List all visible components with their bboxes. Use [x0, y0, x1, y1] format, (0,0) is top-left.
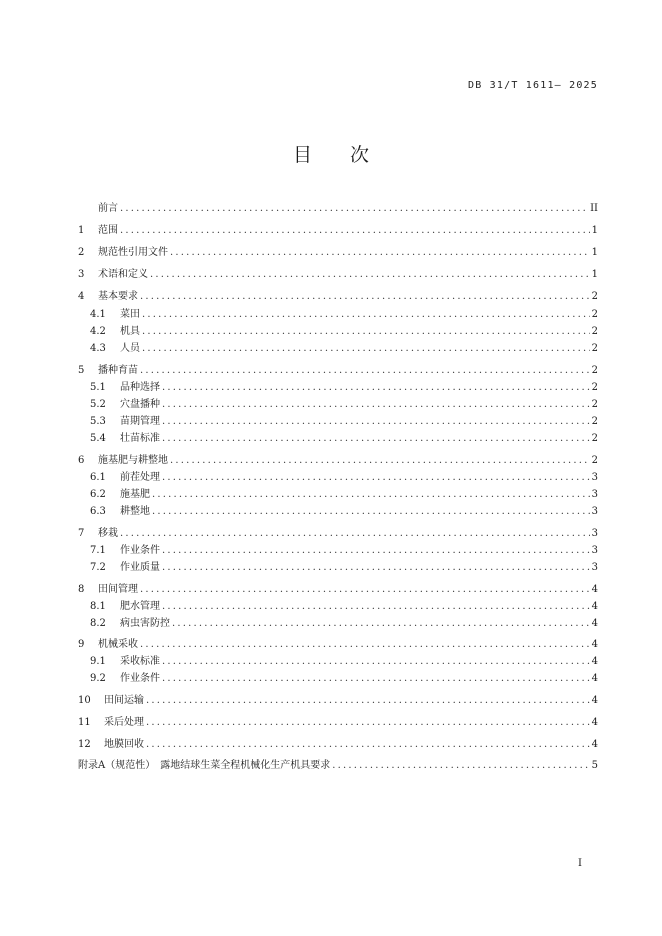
- toc-entry[interactable]: [78, 429, 598, 445]
- toc-entry[interactable]: [78, 614, 598, 630]
- toc-entry-label: 菜田: [120, 309, 140, 320]
- toc-entry-label: 耕整地: [120, 506, 150, 517]
- toc-entry-label: 移栽: [98, 528, 118, 539]
- toc-entry[interactable]: [78, 378, 598, 394]
- toc-entry-number: 7.1: [90, 545, 106, 556]
- toc-entry-page: 4: [591, 673, 598, 684]
- toc-entry-number: 12: [78, 739, 91, 750]
- toc-leader-dots: [120, 225, 590, 236]
- toc-leader-dots: [170, 247, 590, 258]
- toc-entry-label: 施基肥与耕整地: [98, 455, 168, 466]
- toc-leader-dots: [162, 433, 590, 444]
- toc-entry-page: 2: [591, 433, 598, 444]
- toc-entry-label: 病虫害防控: [120, 618, 170, 629]
- toc-entry[interactable]: [78, 635, 598, 651]
- toc-entry[interactable]: [78, 451, 598, 467]
- toc-leader-dots: [120, 528, 590, 539]
- toc-entry-number: 7.2: [90, 562, 106, 573]
- toc-entry-label: 附录A（规范性） 露地结球生菜全程机械化生产机具要求: [78, 760, 331, 771]
- toc-leader-dots: [140, 291, 590, 302]
- toc-entry-label: 穴盘播种: [120, 399, 160, 410]
- toc-entry-label: 采收标准: [120, 656, 160, 667]
- toc-entry-number: 1: [78, 225, 85, 236]
- toc-entry-page: II: [590, 203, 598, 214]
- toc-entry-page: 3: [591, 489, 598, 500]
- toc-entry-label: 作业质量: [120, 562, 160, 573]
- toc-entry[interactable]: [78, 735, 598, 751]
- toc-entry-number: 5.3: [90, 416, 106, 427]
- toc-entry[interactable]: [78, 339, 598, 355]
- toc-entry[interactable]: [78, 541, 598, 557]
- toc-entry[interactable]: [78, 669, 598, 685]
- toc-entry-label: 规范性引用文件: [98, 247, 168, 258]
- toc-leader-dots: [162, 399, 590, 410]
- toc-entry-page: 4: [591, 739, 598, 750]
- toc-entry-page: 3: [591, 472, 598, 483]
- toc-entry[interactable]: [78, 221, 598, 237]
- toc-leader-dots: [162, 656, 590, 667]
- toc-entry[interactable]: [78, 502, 598, 518]
- toc-leader-dots: [332, 760, 589, 771]
- toc-entry-number: 9: [78, 639, 85, 650]
- toc-entry-number: 10: [78, 695, 91, 706]
- toc-entry-page: 2: [591, 291, 598, 302]
- toc-entry-page: 1: [591, 225, 598, 236]
- toc-entry-page: 4: [591, 656, 598, 667]
- toc-entry-number: 4.3: [90, 343, 106, 354]
- toc-leader-dots: [170, 455, 590, 466]
- toc-entry-page: 4: [591, 717, 598, 728]
- toc-entry-number: 4.1: [90, 309, 106, 320]
- toc-entry-label: 基本要求: [98, 291, 138, 302]
- toc-entry-number: 2: [78, 247, 85, 258]
- toc-leader-dots: [172, 618, 590, 629]
- toc-entry-number: 8.1: [90, 601, 106, 612]
- toc-entry-page: 3: [591, 528, 598, 539]
- toc-entry[interactable]: [78, 468, 598, 484]
- toc-entry[interactable]: [78, 395, 598, 411]
- toc-entry-page: 1: [591, 247, 598, 258]
- toc-leader-dots: [162, 382, 590, 393]
- toc-entry-label: 壮苗标准: [120, 433, 160, 444]
- toc-entry-label: 田间管理: [98, 584, 138, 595]
- toc-entry-number: 9.2: [90, 673, 106, 684]
- toc-entry[interactable]: [78, 597, 598, 613]
- toc-leader-dots: [152, 489, 590, 500]
- toc-leader-dots: [150, 269, 590, 280]
- toc-entry-label: 播种育苗: [98, 365, 138, 376]
- toc-entry-label: 作业条件: [120, 545, 160, 556]
- toc-leader-dots: [162, 673, 590, 684]
- toc-entry-page: 3: [591, 506, 598, 517]
- toc-entry-page: 2: [591, 416, 598, 427]
- toc-entry[interactable]: [78, 305, 598, 321]
- toc-entry[interactable]: [78, 756, 598, 772]
- toc-entry-page: 4: [591, 695, 598, 706]
- toc-entry-label: 前言: [98, 203, 118, 214]
- toc-entry[interactable]: [78, 558, 598, 574]
- toc-entry-number: 3: [78, 269, 85, 280]
- toc-entry[interactable]: [78, 485, 598, 501]
- toc-leader-dots: [140, 584, 590, 595]
- toc-entry-page: 2: [591, 365, 598, 376]
- page-title: [0, 140, 662, 167]
- toc-entry[interactable]: [78, 287, 598, 303]
- page-number: I: [578, 858, 582, 869]
- toc-entry[interactable]: [78, 691, 598, 707]
- toc-entry-page: 4: [591, 618, 598, 629]
- toc-entry[interactable]: [78, 265, 598, 281]
- toc-leader-dots: [142, 309, 590, 320]
- toc-entry-page: 4: [591, 601, 598, 612]
- toc-entry-page: 2: [591, 309, 598, 320]
- toc-entry[interactable]: [78, 361, 598, 377]
- toc-entry-number: 9.1: [90, 656, 106, 667]
- toc-entry-label: 人员: [120, 343, 140, 354]
- toc-entry-page: 4: [591, 584, 598, 595]
- toc-entry[interactable]: [78, 713, 598, 729]
- toc-leader-dots: [120, 203, 588, 214]
- toc-leader-dots: [142, 326, 590, 337]
- toc-entry-page: 2: [591, 399, 598, 410]
- toc-entry-page: 3: [591, 562, 598, 573]
- toc-entry-label: 地膜回收: [104, 739, 144, 750]
- toc-entry-page: 2: [591, 326, 598, 337]
- toc-entry-number: 4.2: [90, 326, 106, 337]
- toc-leader-dots: [162, 601, 590, 612]
- toc-entry-label: 范围: [98, 225, 118, 236]
- toc-entry-label: 作业条件: [120, 673, 160, 684]
- toc-leader-dots: [162, 472, 590, 483]
- toc-entry[interactable]: [78, 524, 598, 540]
- toc-entry-number: 7: [78, 528, 85, 539]
- toc-leader-dots: [152, 506, 590, 517]
- toc-entry-label: 采后处理: [104, 717, 144, 728]
- title-char-left: 目: [292, 144, 312, 166]
- toc-leader-dots: [162, 562, 590, 573]
- toc-entry-page: 1: [591, 269, 598, 280]
- toc-leader-dots: [140, 639, 590, 650]
- toc-entry-label: 术语和定义: [98, 269, 148, 280]
- toc-entry-page: 2: [591, 455, 598, 466]
- toc-entry[interactable]: [78, 652, 598, 668]
- toc-leader-dots: [146, 739, 590, 750]
- toc-entry-label: 品种选择: [120, 382, 160, 393]
- toc-entry-label: 田间运输: [104, 695, 144, 706]
- standard-code: DB 31/T 1611— 2025: [468, 80, 598, 91]
- toc-entry-number: 6.3: [90, 506, 106, 517]
- toc-entry-page: 5: [591, 760, 598, 771]
- toc-leader-dots: [162, 416, 590, 427]
- toc-entry[interactable]: [78, 243, 598, 259]
- toc-leader-dots: [146, 717, 590, 728]
- toc-entry-number: 5.2: [90, 399, 106, 410]
- toc-entry-label: 前茬处理: [120, 472, 160, 483]
- toc-entry-label: 施基肥: [120, 489, 150, 500]
- toc-entry-page: 4: [591, 639, 598, 650]
- toc-entry-page: 2: [591, 382, 598, 393]
- toc-entry[interactable]: [78, 199, 598, 215]
- toc-entry-label: 机具: [120, 326, 140, 337]
- toc-entry-number: 6: [78, 455, 85, 466]
- toc-entry-page: 3: [591, 545, 598, 556]
- toc-leader-dots: [146, 695, 590, 706]
- toc-entry-number: 6.2: [90, 489, 106, 500]
- toc-leader-dots: [142, 343, 590, 354]
- toc-entry-number: 6.1: [90, 472, 106, 483]
- toc-entry-label: 机械采收: [98, 639, 138, 650]
- toc-entry[interactable]: [78, 580, 598, 596]
- toc-entry-page: 2: [591, 343, 598, 354]
- toc-entry-number: 5.4: [90, 433, 106, 444]
- toc-entry[interactable]: [78, 322, 598, 338]
- toc-entry[interactable]: [78, 412, 598, 428]
- toc-entry-label: 苗期管理: [120, 416, 160, 427]
- toc-leader-dots: [140, 365, 590, 376]
- toc-entry-number: 8: [78, 584, 85, 595]
- toc-entry-number: 4: [78, 291, 85, 302]
- title-char-right: 次: [350, 144, 370, 166]
- toc-entry-label: 肥水管理: [120, 601, 160, 612]
- toc-entry-number: 5.1: [90, 382, 106, 393]
- toc-entry-number: 11: [78, 717, 91, 728]
- toc-leader-dots: [162, 545, 590, 556]
- toc-entry-number: 8.2: [90, 618, 106, 629]
- toc-entry-number: 5: [78, 365, 85, 376]
